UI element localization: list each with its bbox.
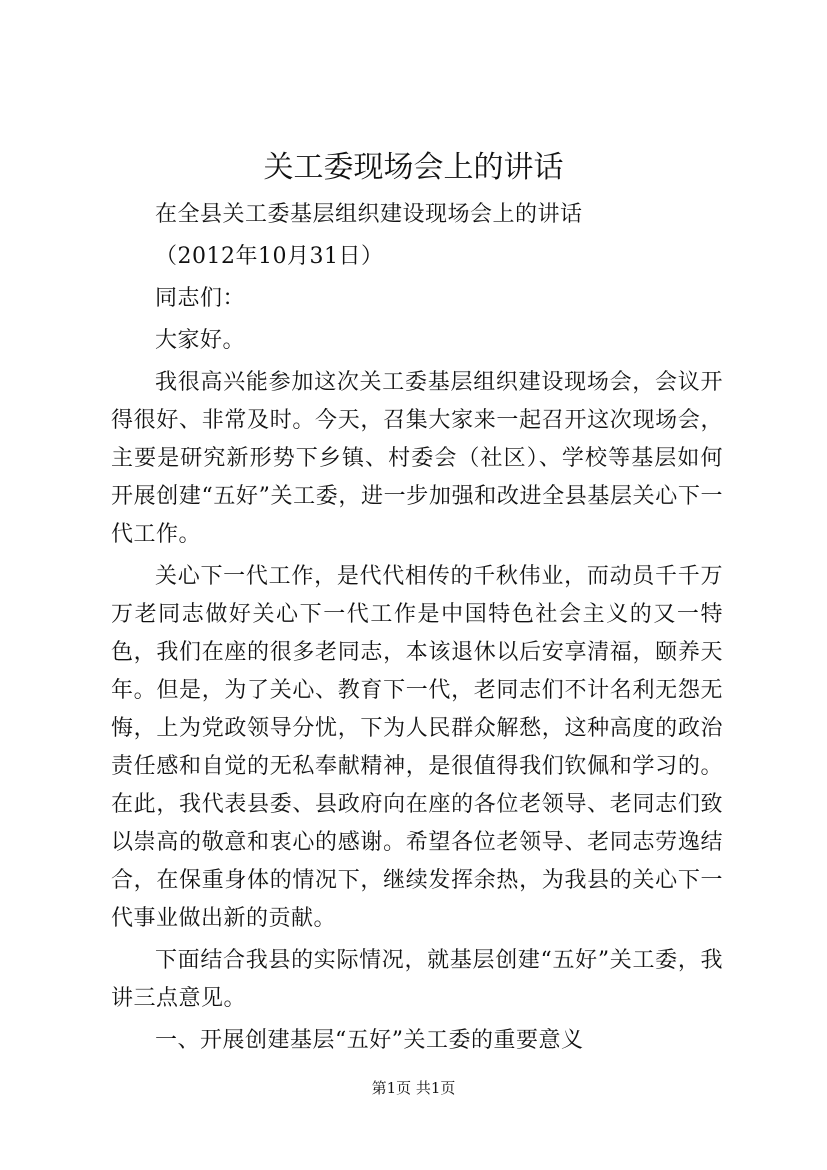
salutation: 同志们： [155, 286, 246, 311]
speech-subtitle: 在全县关工委基层组织建设现场会上的讲话 [155, 202, 583, 227]
section-heading: 一、开展创建基层“五好”关工委的重要意义 [155, 1028, 584, 1053]
greeting: 大家好。 [155, 328, 246, 353]
body-paragraph-1: 我很高兴能参加这次关工委基层组织建设现场会，会议开得很好、非常及时。今天，召集大家来一起召开这次现场会，主要是研究新形势下乡镇、村委会（社区）、学校等基层如何开展创建“五好”关工委，进一步加强和改进全县基层关心下一代工作。 [111, 370, 723, 547]
page-number: 第1页 共1页 [371, 1079, 456, 1097]
speech-date: （2012年10月31日） [155, 244, 384, 269]
document-title: 关工委现场会上的讲话 [263, 150, 564, 185]
body-paragraph-3: 下面结合我县的实际情况，就基层创建“五好”关工委，我讲三点意见。 [111, 948, 723, 1011]
body-paragraph-2: 关心下一代工作，是代代相传的千秋伟业，而动员千千万万老同志做好关心下一代工作是中国特色社会主义的又一特色，我们在座的很多老同志，本该退休以后安享清福，颐养天年。但是，为了关心、教育下一代，老同志们不计名利无怨无悔，上为党政领导分忧，下为人民群众解愁，这种高度的政治责任感和自觉的无私奉献精神，是很值得我们钦佩和学习的。在此，我代表县委、县政府向在座的各位老领导、老同志们致以崇高的敬意和衷心的感谢。希望各位老领导、老同志劳逸结合，在保重身体的情况下，继续发挥余热，为我县的关心下一代事业做出新的贡献。 [111, 564, 723, 931]
document-body [111, 196, 723, 1060]
